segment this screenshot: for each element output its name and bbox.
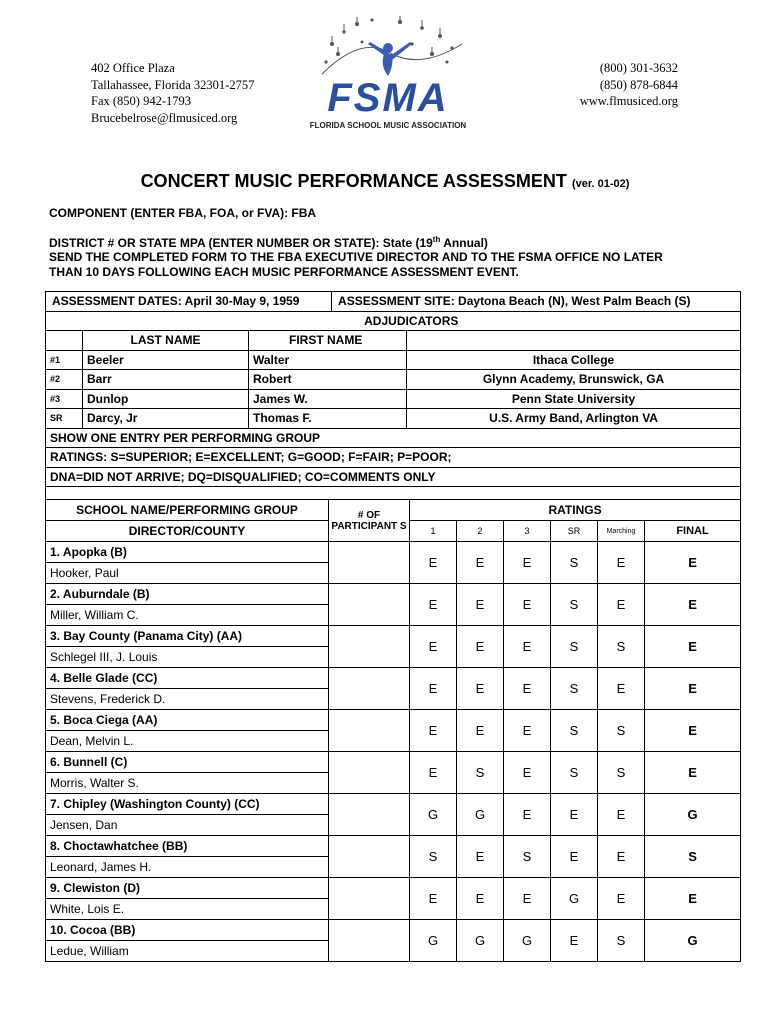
director-name: White, Lois E.	[46, 899, 329, 920]
final-rating-cell: S	[645, 836, 741, 878]
rating-cell: E	[504, 584, 551, 626]
participants-cell	[329, 710, 410, 752]
director-name: Dean, Melvin L.	[46, 731, 329, 752]
rating-cell: S	[598, 710, 645, 752]
rating-cell: E	[504, 710, 551, 752]
rating-cell: E	[551, 920, 598, 962]
rating-3-header: 3	[504, 521, 551, 542]
rating-cell: S	[551, 542, 598, 584]
final-rating-cell: E	[645, 668, 741, 710]
rating-cell: G	[457, 920, 504, 962]
rating-cell: S	[551, 626, 598, 668]
rating-cell: E	[457, 668, 504, 710]
entry-row	[46, 584, 741, 605]
version-label: (ver. 01-02)	[571, 178, 630, 190]
first-name-header: FIRST NAME	[249, 331, 407, 351]
rating-cell: E	[504, 542, 551, 584]
rating-cell: E	[457, 710, 504, 752]
director-name: Leonard, James H.	[46, 857, 329, 878]
participants-cell	[329, 584, 410, 626]
adjudicator-row	[46, 350, 741, 370]
director-name: Schlegel III, J. Louis	[46, 647, 329, 668]
page-title	[0, 171, 770, 192]
director-column-header: DIRECTOR/COUNTY	[46, 521, 329, 542]
adjudicator-first: Walter	[249, 350, 407, 370]
adjudicator-last: Barr	[83, 370, 249, 390]
school-name: 10. Cocoa (BB)	[46, 920, 329, 941]
rating-sr-header: SR	[551, 521, 598, 542]
note-line: DNA=DID NOT ARRIVE; DQ=DISQUALIFIED; CO=COMMENTS ONLY	[46, 467, 741, 487]
component-line: COMPONENT (ENTER FBA, FOA, or FVA): FBA	[49, 206, 317, 220]
entry-row	[46, 668, 741, 689]
adjudicator-last: Dunlop	[83, 389, 249, 409]
final-column-header: FINAL	[645, 521, 741, 542]
rating-cell: E	[551, 794, 598, 836]
rating-cell: E	[551, 836, 598, 878]
rating-cell: E	[457, 542, 504, 584]
final-rating-cell: G	[645, 920, 741, 962]
rating-cell: S	[598, 752, 645, 794]
director-name: Ledue, William	[46, 941, 329, 962]
fsma-logo	[302, 14, 474, 132]
entry-row	[46, 710, 741, 731]
assessment-site: ASSESSMENT SITE: Daytona Beach (N), West Palm Beach (S)	[332, 292, 741, 312]
rating-cell: E	[410, 752, 457, 794]
rating-cell: S	[551, 584, 598, 626]
note-line: SHOW ONE ENTRY PER PERFORMING GROUP	[46, 428, 741, 448]
adjudicator-num: SR	[46, 409, 83, 429]
rating-cell: E	[457, 626, 504, 668]
participants-cell	[329, 836, 410, 878]
ratings-column-header: RATINGS	[410, 500, 741, 521]
rating-cell: E	[457, 836, 504, 878]
address-right	[580, 60, 678, 110]
school-name: 4. Belle Glade (CC)	[46, 668, 329, 689]
rating-cell: E	[410, 878, 457, 920]
logo-caption: FLORIDA SCHOOL MUSIC ASSOCIATION	[309, 121, 467, 130]
adjudicator-last: Beeler	[83, 350, 249, 370]
note-line: RATINGS: S=SUPERIOR; E=EXCELLENT; G=GOOD; F=FAIR; P=POOR;	[46, 448, 741, 468]
rating-cell: G	[410, 794, 457, 836]
final-rating-cell: E	[645, 626, 741, 668]
director-name: Morris, Walter S.	[46, 773, 329, 794]
adjudicator-table	[45, 291, 741, 500]
rating-cell: E	[457, 878, 504, 920]
rating-cell: S	[410, 836, 457, 878]
district-sup: th	[432, 235, 441, 244]
address-line: Tallahassee, Florida 32301-2757	[91, 77, 255, 92]
participants-cell	[329, 542, 410, 584]
assessment-dates: ASSESSMENT DATES: April 30-May 9, 1959	[46, 292, 332, 312]
school-name: 9. Clewiston (D)	[46, 878, 329, 899]
adjudicator-last: Darcy, Jr	[83, 409, 249, 429]
rating-cell: E	[504, 752, 551, 794]
participants-column-header: # OF PARTICIPANT S	[329, 500, 410, 542]
rating-1-header: 1	[410, 521, 457, 542]
rating-cell: S	[598, 920, 645, 962]
school-name: 5. Boca Ciega (AA)	[46, 710, 329, 731]
school-name: 1. Apopka (B)	[46, 542, 329, 563]
final-rating-cell: E	[645, 584, 741, 626]
adjudicator-affiliation: Penn State University	[407, 389, 741, 409]
final-rating-cell: E	[645, 878, 741, 920]
adjudicator-affiliation: Ithaca College	[407, 350, 741, 370]
school-name: 6. Bunnell (C)	[46, 752, 329, 773]
adjudicator-num: #2	[46, 370, 83, 390]
rating-cell: S	[457, 752, 504, 794]
adjudicator-first: James W.	[249, 389, 407, 409]
final-rating-cell: G	[645, 794, 741, 836]
rating-cell: G	[410, 920, 457, 962]
rating-cell: S	[551, 668, 598, 710]
rating-cell: E	[504, 626, 551, 668]
district-text-end: Annual)	[440, 236, 488, 250]
rating-cell: E	[504, 668, 551, 710]
adjudicator-num: #3	[46, 389, 83, 409]
logo-letters: FSMA	[327, 76, 449, 120]
phone-line: (800) 301-3632	[599, 61, 678, 75]
rating-cell: E	[598, 878, 645, 920]
school-name: 7. Chipley (Washington County) (CC)	[46, 794, 329, 815]
entry-row	[46, 920, 741, 941]
entry-row	[46, 626, 741, 647]
final-rating-cell: E	[645, 542, 741, 584]
address-line: 402 Office Plaza	[91, 61, 175, 75]
school-name: 8. Choctawhatchee (BB)	[46, 836, 329, 857]
rating-cell: G	[504, 920, 551, 962]
rating-marching-header: Marching	[598, 521, 645, 542]
rating-cell: E	[504, 878, 551, 920]
rating-cell: S	[504, 836, 551, 878]
rating-cell: S	[551, 710, 598, 752]
fax-line: Fax (850) 942-1793	[91, 94, 191, 108]
rating-cell: E	[598, 836, 645, 878]
rating-cell: S	[551, 752, 598, 794]
adjudicator-affiliation: Glynn Academy, Brunswick, GA	[407, 370, 741, 390]
district-line	[49, 235, 488, 250]
adjudicator-row	[46, 409, 741, 429]
rating-cell: G	[457, 794, 504, 836]
adjudicator-num: #1	[46, 350, 83, 370]
participants-cell	[329, 668, 410, 710]
last-name-header: LAST NAME	[83, 331, 249, 351]
school-name: 3. Bay County (Panama City) (AA)	[46, 626, 329, 647]
entry-row	[46, 836, 741, 857]
title-text: CONCERT MUSIC PERFORMANCE ASSESSMENT	[140, 171, 567, 191]
rating-cell: E	[598, 584, 645, 626]
adjudicator-affiliation: U.S. Army Band, Arlington VA	[407, 409, 741, 429]
adjudicator-row	[46, 389, 741, 409]
rating-cell: E	[598, 668, 645, 710]
final-rating-cell: E	[645, 752, 741, 794]
participants-cell	[329, 626, 410, 668]
website-line: www.flmusiced.org	[579, 94, 678, 108]
entry-row	[46, 794, 741, 815]
rating-cell: E	[410, 710, 457, 752]
final-rating-cell: E	[645, 710, 741, 752]
address-left	[91, 60, 254, 126]
district-text: DISTRICT # OR STATE MPA (ENTER NUMBER OR STATE): State (19	[49, 236, 433, 250]
email-line: Brucebelrose@flmusiced.org	[91, 110, 238, 125]
adjudicators-heading: ADJUDICATORS	[83, 311, 741, 331]
school-name: 2. Auburndale (B)	[46, 584, 329, 605]
school-column-header: SCHOOL NAME/PERFORMING GROUP	[46, 500, 329, 521]
rating-cell: G	[551, 878, 598, 920]
rating-cell: S	[598, 626, 645, 668]
ratings-table	[45, 499, 741, 962]
participants-cell	[329, 878, 410, 920]
entry-row	[46, 752, 741, 773]
rating-cell: E	[410, 626, 457, 668]
phone-line: (850) 878-6844	[599, 77, 678, 92]
director-name: Stevens, Frederick D.	[46, 689, 329, 710]
director-name: Miller, William C.	[46, 605, 329, 626]
adjudicator-row	[46, 370, 741, 390]
director-name: Jensen, Dan	[46, 815, 329, 836]
rating-cell: E	[598, 794, 645, 836]
instruction-line-2: THAN 10 DAYS FOLLOWING EACH MUSIC PERFORMANCE ASSESSMENT EVENT.	[49, 265, 519, 279]
entry-row	[46, 542, 741, 563]
rating-2-header: 2	[457, 521, 504, 542]
rating-cell: E	[410, 584, 457, 626]
adjudicator-first: Robert	[249, 370, 407, 390]
rating-cell: E	[598, 542, 645, 584]
adjudicator-first: Thomas F.	[249, 409, 407, 429]
participants-cell	[329, 920, 410, 962]
participants-cell	[329, 752, 410, 794]
participants-cell	[329, 794, 410, 836]
director-name: Hooker, Paul	[46, 563, 329, 584]
rating-cell: E	[410, 542, 457, 584]
rating-cell: E	[504, 794, 551, 836]
entry-row	[46, 878, 741, 899]
rating-cell: E	[410, 668, 457, 710]
rating-cell: E	[457, 584, 504, 626]
instruction-line-1: SEND THE COMPLETED FORM TO THE FBA EXECUTIVE DIRECTOR AND TO THE FSMA OFFICE NO LATER	[49, 250, 663, 264]
